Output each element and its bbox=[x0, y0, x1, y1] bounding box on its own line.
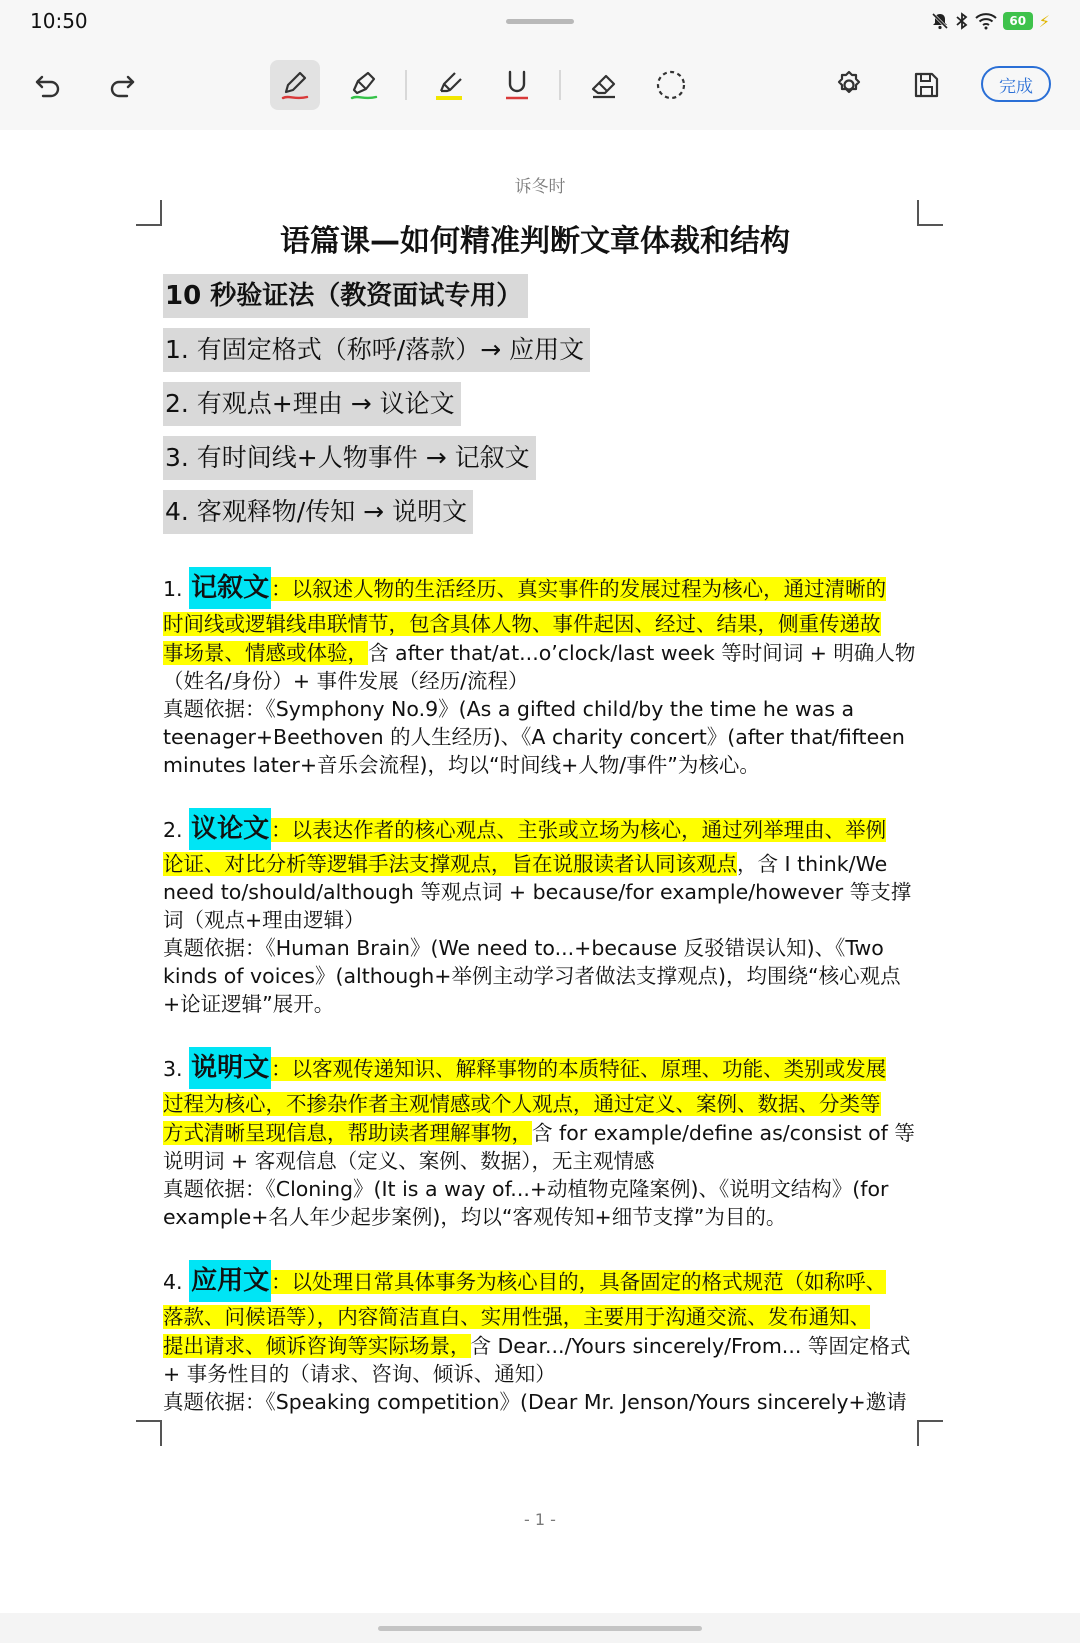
save-icon bbox=[910, 69, 942, 101]
marker-tool-button[interactable] bbox=[339, 60, 389, 110]
wifi-icon bbox=[975, 12, 997, 30]
evidence-text: 真题依据：《Cloning》(It is a way of...+动植物克隆案例)、《说明文结构》(for example+名人年少起步案例)，均以“客观传知+细节支撑”为目的。 bbox=[163, 1177, 889, 1229]
charging-icon: ⚡ bbox=[1038, 11, 1050, 31]
definition-line: 过程为核心，不掺杂作者主观情感或个人观点，通过定义、案例、数据、分类等 bbox=[163, 1092, 881, 1116]
pen-tool-button[interactable] bbox=[270, 60, 320, 110]
feature-words: 含 Dear.../Yours sincerely/From... 等固定格式 + 事务性目的（请求、咨询、倾诉、通知） bbox=[163, 1334, 911, 1386]
top-handle[interactable] bbox=[506, 19, 574, 24]
definition-line: ：以叙述人物的生活经历、真实事件的发展过程为核心，通过清晰的 bbox=[271, 577, 887, 601]
toolbar-divider bbox=[559, 70, 561, 100]
evidence-text: 真题依据：《Human Brain》(We need to...+because 反驳错误认知)、《Two kinds of voices》(although+举例主动学习者做法支撑观点)，均围绕“核心观点+论证逻辑”展开。 bbox=[163, 936, 901, 1016]
rule-item: 3. 有时间线+人物事件 → 记叙文 bbox=[163, 436, 536, 480]
section-number: 3. bbox=[163, 1057, 190, 1081]
bluetooth-icon bbox=[955, 12, 969, 30]
clock: 10:50 bbox=[30, 9, 88, 33]
definition-line: ：以客观传递知识、解释事物的本质特征、原理、功能、类别或发展 bbox=[271, 1057, 887, 1081]
marker-icon bbox=[347, 67, 381, 103]
document-title: 语篇课—如何精准判断文章体裁和结构 bbox=[280, 224, 790, 259]
crop-mark-bottom-right bbox=[917, 1420, 943, 1446]
eraser-icon bbox=[587, 67, 621, 103]
feature-words: 含 after that/at...o’clock/last week 等时间词 + 明确人物（姓名/身份）+ 事件发展（经历/流程） bbox=[163, 641, 916, 693]
rule-item: 4. 客观释物/传知 → 说明文 bbox=[163, 490, 473, 534]
feature-words: ，含 I think/We need to/should/although 等观点词 + because/for example/however 等支撑词（观点+理由逻辑） bbox=[163, 852, 912, 932]
settings-button[interactable] bbox=[824, 60, 874, 110]
crop-mark-top-right bbox=[917, 200, 943, 226]
section-number: 4. bbox=[163, 1270, 190, 1294]
highlighter-icon bbox=[432, 67, 466, 103]
definition-line: ：以表达作者的核心观点、主张或立场为核心，通过列举理由、举例 bbox=[271, 818, 887, 842]
section-number: 2. bbox=[163, 818, 190, 842]
genre-section bbox=[163, 1048, 917, 1231]
method-title: 10 秒验证法（教资面试专用） bbox=[163, 274, 528, 318]
document-page bbox=[0, 130, 1080, 1613]
underline-tool-button[interactable] bbox=[492, 60, 542, 110]
mute-bell-icon bbox=[931, 12, 949, 30]
highlighter-tool-button[interactable] bbox=[424, 60, 474, 110]
done-button[interactable]: 完成 bbox=[981, 66, 1051, 102]
definition-line: 方式清晰呈现信息，帮助读者理解事物， bbox=[163, 1121, 532, 1145]
section-number: 1. bbox=[163, 577, 190, 601]
definition-line: 提出请求、倾诉咨询等实际场景， bbox=[163, 1334, 471, 1358]
battery-indicator: 60 bbox=[1003, 12, 1033, 30]
home-indicator[interactable] bbox=[378, 1626, 702, 1631]
genre-name: 议论文 bbox=[189, 808, 271, 850]
lasso-icon bbox=[654, 68, 688, 102]
undo-button[interactable] bbox=[23, 60, 73, 110]
evidence-text: 真题依据：《Speaking competition》(Dear Mr. Jenson/Yours sincerely+邀请 bbox=[163, 1390, 907, 1414]
pen-icon bbox=[278, 67, 312, 103]
rule-item: 2. 有观点+理由 → 议论文 bbox=[163, 382, 461, 426]
toolbar-divider bbox=[405, 70, 407, 100]
definition-line: 落款、问候语等），内容简洁直白、实用性强，主要用于沟通交流、发布通知、 bbox=[163, 1305, 871, 1329]
page-number: - 1 - bbox=[524, 1510, 556, 1529]
status-bar bbox=[0, 0, 1080, 44]
gesture-bar bbox=[0, 1613, 1080, 1643]
undo-icon bbox=[32, 69, 64, 101]
document-body bbox=[163, 220, 917, 1416]
definition-line: 论证、对比分析等逻辑手法支撑观点，旨在说服读者认同该观点 bbox=[163, 852, 737, 876]
system-icons bbox=[931, 10, 1050, 32]
underline-icon bbox=[500, 67, 534, 103]
genre-section bbox=[163, 809, 917, 1018]
crop-mark-bottom-left bbox=[136, 1420, 162, 1446]
redo-button[interactable] bbox=[97, 60, 147, 110]
evidence-text: 真题依据：《Symphony No.9》(As a gifted child/by the time he was a teenager+Beethoven 的人生经历)、《A charity concert》(after that/fifteen minutes later+音乐会流程)，均以“时间线+人物/事件”为核心。 bbox=[163, 697, 905, 777]
definition-line: 时间线或逻辑线串联情节，包含具体人物、事件起因、经过、结果，侧重传递故 bbox=[163, 612, 881, 636]
save-button[interactable] bbox=[901, 60, 951, 110]
definition-line: 事场景、情感或体验， bbox=[163, 641, 368, 665]
settings-icon bbox=[833, 69, 865, 101]
feature-words: 含 for example/define as/consist of 等说明词 + 客观信息（定义、案例、数据），无主观情感 bbox=[163, 1121, 915, 1173]
page-header: 诉冬时 bbox=[514, 177, 566, 197]
eraser-tool-button[interactable] bbox=[579, 60, 629, 110]
genre-name: 应用文 bbox=[189, 1260, 271, 1302]
genre-section bbox=[163, 1261, 917, 1416]
annotation-toolbar bbox=[0, 44, 1080, 130]
genre-section bbox=[163, 568, 917, 779]
genre-name: 说明文 bbox=[189, 1047, 271, 1089]
rule-item: 1. 有固定格式（称呼/落款）→ 应用文 bbox=[163, 328, 590, 372]
definition-line: ：以处理日常具体事务为核心目的，具备固定的格式规范（如称呼、 bbox=[271, 1270, 887, 1294]
lasso-tool-button[interactable] bbox=[646, 60, 696, 110]
redo-icon bbox=[106, 69, 138, 101]
genre-name: 记叙文 bbox=[189, 567, 271, 609]
